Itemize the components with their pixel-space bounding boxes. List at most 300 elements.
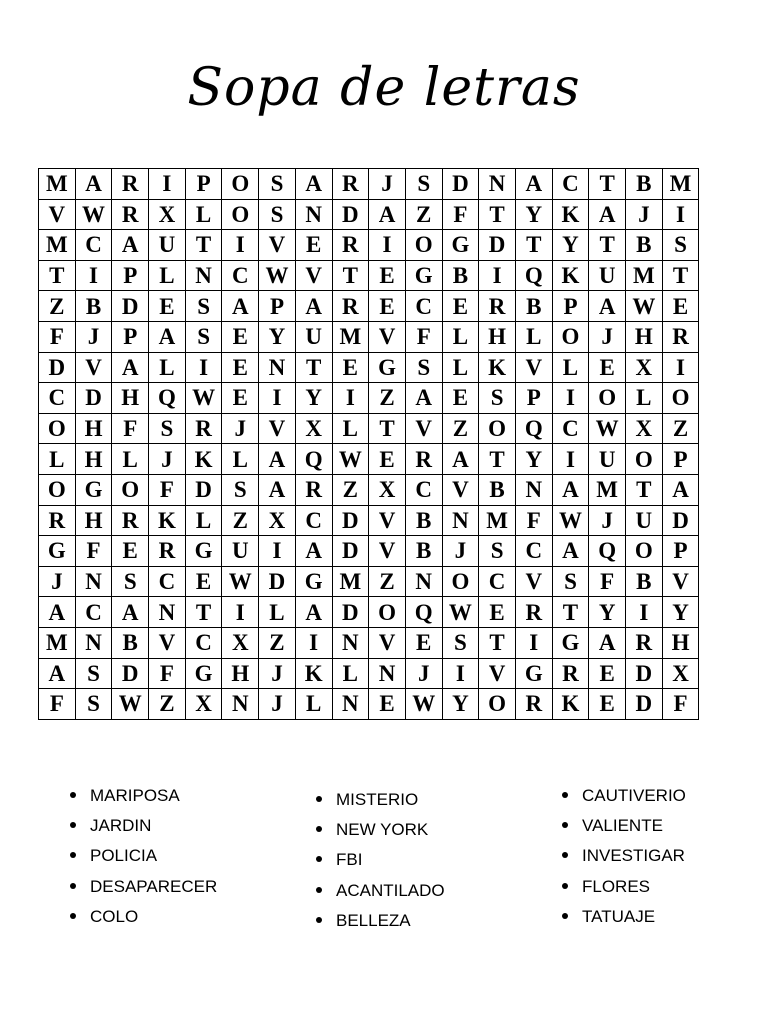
grid-cell[interactable]: D	[479, 230, 516, 261]
grid-cell[interactable]: D	[626, 689, 663, 720]
grid-cell[interactable]: S	[662, 230, 699, 261]
grid-cell[interactable]: I	[259, 536, 296, 567]
grid-cell[interactable]: I	[259, 383, 296, 414]
grid-cell[interactable]: D	[332, 199, 369, 230]
grid-cell[interactable]: W	[626, 291, 663, 322]
grid-cell[interactable]: F	[515, 505, 552, 536]
grid-cell[interactable]: S	[405, 169, 442, 200]
grid-cell[interactable]: D	[185, 474, 222, 505]
grid-cell[interactable]: W	[222, 566, 259, 597]
grid-cell[interactable]: A	[442, 444, 479, 475]
grid-cell[interactable]: N	[222, 689, 259, 720]
grid-cell[interactable]: F	[39, 321, 76, 352]
grid-cell[interactable]: Z	[39, 291, 76, 322]
grid-cell[interactable]: S	[405, 352, 442, 383]
grid-cell[interactable]: T	[589, 230, 626, 261]
grid-cell[interactable]: S	[442, 627, 479, 658]
grid-cell[interactable]: C	[552, 169, 589, 200]
grid-cell[interactable]: T	[479, 627, 516, 658]
grid-cell[interactable]: M	[662, 169, 699, 200]
grid-cell[interactable]: X	[295, 413, 332, 444]
grid-cell[interactable]: L	[149, 352, 186, 383]
grid-cell[interactable]: D	[75, 383, 112, 414]
grid-cell[interactable]: R	[405, 444, 442, 475]
grid-cell[interactable]: I	[295, 627, 332, 658]
grid-cell[interactable]: J	[259, 658, 296, 689]
grid-cell[interactable]: T	[295, 352, 332, 383]
grid-cell[interactable]: A	[515, 169, 552, 200]
grid-cell[interactable]: M	[626, 260, 663, 291]
grid-cell[interactable]: V	[259, 230, 296, 261]
grid-cell[interactable]: R	[332, 169, 369, 200]
grid-cell[interactable]: N	[442, 505, 479, 536]
grid-cell[interactable]: I	[515, 627, 552, 658]
grid-cell[interactable]: O	[626, 536, 663, 567]
grid-cell[interactable]: J	[589, 505, 626, 536]
grid-cell[interactable]: L	[442, 321, 479, 352]
grid-cell[interactable]: S	[259, 169, 296, 200]
grid-cell[interactable]: H	[479, 321, 516, 352]
grid-cell[interactable]: A	[39, 597, 76, 628]
grid-cell[interactable]: Z	[259, 627, 296, 658]
grid-cell[interactable]: O	[479, 413, 516, 444]
grid-cell[interactable]: A	[112, 352, 149, 383]
grid-cell[interactable]: A	[222, 291, 259, 322]
grid-cell[interactable]: Q	[589, 536, 626, 567]
grid-cell[interactable]: V	[369, 321, 406, 352]
grid-cell[interactable]: R	[515, 597, 552, 628]
grid-cell[interactable]: A	[75, 169, 112, 200]
grid-cell[interactable]: P	[662, 536, 699, 567]
grid-cell[interactable]: Q	[149, 383, 186, 414]
grid-cell[interactable]: J	[39, 566, 76, 597]
grid-cell[interactable]: X	[626, 352, 663, 383]
grid-cell[interactable]: C	[295, 505, 332, 536]
grid-cell[interactable]: P	[662, 444, 699, 475]
grid-cell[interactable]: J	[589, 321, 626, 352]
grid-cell[interactable]: L	[185, 505, 222, 536]
grid-cell[interactable]: F	[405, 321, 442, 352]
grid-cell[interactable]: P	[552, 291, 589, 322]
grid-cell[interactable]: A	[552, 536, 589, 567]
grid-cell[interactable]: X	[369, 474, 406, 505]
grid-cell[interactable]: E	[295, 230, 332, 261]
grid-cell[interactable]: L	[552, 352, 589, 383]
grid-cell[interactable]: Y	[515, 199, 552, 230]
grid-cell[interactable]: K	[479, 352, 516, 383]
grid-cell[interactable]: Z	[369, 383, 406, 414]
grid-cell[interactable]: K	[295, 658, 332, 689]
grid-cell[interactable]: A	[552, 474, 589, 505]
grid-cell[interactable]: W	[75, 199, 112, 230]
grid-cell[interactable]: H	[662, 627, 699, 658]
grid-cell[interactable]: O	[39, 413, 76, 444]
grid-cell[interactable]: E	[149, 291, 186, 322]
grid-cell[interactable]: E	[369, 260, 406, 291]
grid-cell[interactable]: K	[552, 689, 589, 720]
grid-cell[interactable]: R	[332, 291, 369, 322]
grid-cell[interactable]: U	[626, 505, 663, 536]
grid-cell[interactable]: M	[589, 474, 626, 505]
grid-cell[interactable]: L	[626, 383, 663, 414]
grid-cell[interactable]: O	[405, 230, 442, 261]
grid-cell[interactable]: G	[295, 566, 332, 597]
grid-cell[interactable]: I	[222, 230, 259, 261]
grid-cell[interactable]: G	[369, 352, 406, 383]
grid-cell[interactable]: L	[259, 597, 296, 628]
grid-cell[interactable]: S	[112, 566, 149, 597]
grid-cell[interactable]: E	[222, 352, 259, 383]
grid-cell[interactable]: N	[295, 199, 332, 230]
grid-cell[interactable]: S	[479, 383, 516, 414]
grid-cell[interactable]: F	[112, 413, 149, 444]
grid-cell[interactable]: L	[185, 199, 222, 230]
grid-cell[interactable]: K	[149, 505, 186, 536]
grid-cell[interactable]: F	[442, 199, 479, 230]
grid-cell[interactable]: C	[405, 291, 442, 322]
grid-cell[interactable]: Q	[295, 444, 332, 475]
grid-cell[interactable]: O	[552, 321, 589, 352]
grid-cell[interactable]: R	[479, 291, 516, 322]
grid-cell[interactable]: E	[369, 291, 406, 322]
grid-cell[interactable]: V	[259, 413, 296, 444]
grid-cell[interactable]: P	[259, 291, 296, 322]
grid-cell[interactable]: J	[369, 169, 406, 200]
grid-cell[interactable]: C	[515, 536, 552, 567]
grid-cell[interactable]: J	[222, 413, 259, 444]
grid-cell[interactable]: E	[369, 689, 406, 720]
grid-cell[interactable]: I	[149, 169, 186, 200]
grid-cell[interactable]: U	[589, 260, 626, 291]
grid-cell[interactable]: R	[39, 505, 76, 536]
grid-cell[interactable]: T	[626, 474, 663, 505]
grid-cell[interactable]: G	[515, 658, 552, 689]
grid-cell[interactable]: A	[405, 383, 442, 414]
grid-cell[interactable]: I	[552, 444, 589, 475]
grid-cell[interactable]: S	[222, 474, 259, 505]
grid-cell[interactable]: Z	[442, 413, 479, 444]
grid-cell[interactable]: I	[185, 352, 222, 383]
grid-cell[interactable]: G	[185, 536, 222, 567]
grid-cell[interactable]: N	[185, 260, 222, 291]
grid-cell[interactable]: S	[185, 291, 222, 322]
grid-cell[interactable]: P	[112, 260, 149, 291]
grid-cell[interactable]: C	[552, 413, 589, 444]
grid-cell[interactable]: H	[222, 658, 259, 689]
grid-cell[interactable]: D	[112, 291, 149, 322]
grid-cell[interactable]: E	[332, 352, 369, 383]
grid-cell[interactable]: A	[589, 291, 626, 322]
grid-cell[interactable]: O	[442, 566, 479, 597]
grid-cell[interactable]: M	[39, 627, 76, 658]
grid-cell[interactable]: I	[662, 199, 699, 230]
grid-cell[interactable]: Y	[662, 597, 699, 628]
grid-cell[interactable]: Z	[149, 689, 186, 720]
grid-cell[interactable]: X	[259, 505, 296, 536]
grid-cell[interactable]: B	[515, 291, 552, 322]
grid-cell[interactable]: B	[442, 260, 479, 291]
grid-cell[interactable]: W	[442, 597, 479, 628]
grid-cell[interactable]: T	[369, 413, 406, 444]
grid-cell[interactable]: E	[112, 536, 149, 567]
grid-cell[interactable]: E	[662, 291, 699, 322]
grid-cell[interactable]: A	[295, 597, 332, 628]
grid-cell[interactable]: J	[405, 658, 442, 689]
grid-cell[interactable]: C	[405, 474, 442, 505]
grid-cell[interactable]: X	[222, 627, 259, 658]
grid-cell[interactable]: D	[332, 597, 369, 628]
grid-cell[interactable]: G	[75, 474, 112, 505]
grid-cell[interactable]: C	[149, 566, 186, 597]
grid-cell[interactable]: C	[75, 230, 112, 261]
grid-cell[interactable]: T	[332, 260, 369, 291]
grid-cell[interactable]: Q	[405, 597, 442, 628]
grid-cell[interactable]: S	[149, 413, 186, 444]
grid-cell[interactable]: W	[185, 383, 222, 414]
grid-cell[interactable]: L	[295, 689, 332, 720]
grid-cell[interactable]: V	[369, 536, 406, 567]
grid-cell[interactable]: R	[112, 505, 149, 536]
grid-cell[interactable]: V	[662, 566, 699, 597]
grid-cell[interactable]: O	[112, 474, 149, 505]
grid-cell[interactable]: Z	[369, 566, 406, 597]
grid-cell[interactable]: U	[295, 321, 332, 352]
grid-cell[interactable]: A	[259, 474, 296, 505]
grid-cell[interactable]: N	[75, 566, 112, 597]
grid-cell[interactable]: B	[75, 291, 112, 322]
grid-cell[interactable]: N	[149, 597, 186, 628]
grid-cell[interactable]: L	[112, 444, 149, 475]
grid-cell[interactable]: Z	[662, 413, 699, 444]
grid-cell[interactable]: G	[39, 536, 76, 567]
grid-cell[interactable]: I	[479, 260, 516, 291]
grid-cell[interactable]: R	[332, 230, 369, 261]
grid-cell[interactable]: R	[626, 627, 663, 658]
grid-cell[interactable]: O	[479, 689, 516, 720]
grid-cell[interactable]: S	[259, 199, 296, 230]
grid-cell[interactable]: A	[112, 597, 149, 628]
grid-cell[interactable]: Y	[442, 689, 479, 720]
grid-cell[interactable]: T	[479, 444, 516, 475]
grid-cell[interactable]: R	[515, 689, 552, 720]
grid-cell[interactable]: A	[295, 169, 332, 200]
grid-cell[interactable]: W	[332, 444, 369, 475]
grid-cell[interactable]: L	[332, 658, 369, 689]
grid-cell[interactable]: X	[149, 199, 186, 230]
grid-cell[interactable]: P	[185, 169, 222, 200]
grid-cell[interactable]: M	[39, 169, 76, 200]
grid-cell[interactable]: S	[75, 689, 112, 720]
grid-cell[interactable]: R	[112, 199, 149, 230]
grid-cell[interactable]: Z	[222, 505, 259, 536]
grid-cell[interactable]: E	[442, 291, 479, 322]
grid-cell[interactable]: N	[75, 627, 112, 658]
grid-cell[interactable]: N	[332, 627, 369, 658]
grid-cell[interactable]: A	[112, 230, 149, 261]
grid-cell[interactable]: I	[442, 658, 479, 689]
grid-cell[interactable]: V	[405, 413, 442, 444]
grid-cell[interactable]: Z	[332, 474, 369, 505]
grid-cell[interactable]: T	[515, 230, 552, 261]
grid-cell[interactable]: V	[295, 260, 332, 291]
grid-cell[interactable]: B	[626, 230, 663, 261]
grid-cell[interactable]: B	[479, 474, 516, 505]
grid-cell[interactable]: N	[369, 658, 406, 689]
grid-cell[interactable]: F	[662, 689, 699, 720]
grid-cell[interactable]: P	[515, 383, 552, 414]
grid-cell[interactable]: H	[112, 383, 149, 414]
grid-cell[interactable]: C	[185, 627, 222, 658]
grid-cell[interactable]: Y	[259, 321, 296, 352]
grid-cell[interactable]: R	[185, 413, 222, 444]
grid-cell[interactable]: T	[479, 199, 516, 230]
grid-cell[interactable]: T	[589, 169, 626, 200]
grid-cell[interactable]: L	[442, 352, 479, 383]
grid-cell[interactable]: D	[332, 505, 369, 536]
grid-cell[interactable]: L	[332, 413, 369, 444]
grid-cell[interactable]: Y	[589, 597, 626, 628]
grid-cell[interactable]: V	[369, 627, 406, 658]
grid-cell[interactable]: I	[662, 352, 699, 383]
grid-cell[interactable]: O	[626, 444, 663, 475]
grid-cell[interactable]: H	[75, 413, 112, 444]
grid-cell[interactable]: E	[185, 566, 222, 597]
grid-cell[interactable]: J	[259, 689, 296, 720]
grid-cell[interactable]: B	[112, 627, 149, 658]
grid-cell[interactable]: E	[442, 383, 479, 414]
grid-cell[interactable]: O	[222, 169, 259, 200]
grid-cell[interactable]: K	[552, 260, 589, 291]
grid-cell[interactable]: B	[405, 536, 442, 567]
grid-cell[interactable]: J	[442, 536, 479, 567]
grid-cell[interactable]: L	[39, 444, 76, 475]
grid-cell[interactable]: Q	[515, 260, 552, 291]
grid-cell[interactable]: L	[515, 321, 552, 352]
grid-cell[interactable]: Y	[295, 383, 332, 414]
grid-cell[interactable]: F	[39, 689, 76, 720]
grid-cell[interactable]: E	[369, 444, 406, 475]
grid-cell[interactable]: D	[442, 169, 479, 200]
grid-cell[interactable]: S	[479, 536, 516, 567]
grid-cell[interactable]: T	[552, 597, 589, 628]
grid-cell[interactable]: B	[626, 169, 663, 200]
grid-cell[interactable]: T	[185, 230, 222, 261]
grid-cell[interactable]: G	[185, 658, 222, 689]
grid-cell[interactable]: D	[259, 566, 296, 597]
grid-cell[interactable]: M	[39, 230, 76, 261]
grid-cell[interactable]: T	[662, 260, 699, 291]
grid-cell[interactable]: A	[589, 199, 626, 230]
grid-cell[interactable]: R	[552, 658, 589, 689]
grid-cell[interactable]: C	[39, 383, 76, 414]
grid-cell[interactable]: W	[112, 689, 149, 720]
grid-cell[interactable]: G	[405, 260, 442, 291]
grid-cell[interactable]: W	[589, 413, 626, 444]
grid-cell[interactable]: R	[295, 474, 332, 505]
grid-cell[interactable]: Q	[515, 413, 552, 444]
grid-cell[interactable]: V	[39, 199, 76, 230]
grid-cell[interactable]: J	[149, 444, 186, 475]
grid-cell[interactable]: A	[662, 474, 699, 505]
grid-cell[interactable]: X	[662, 658, 699, 689]
grid-cell[interactable]: J	[626, 199, 663, 230]
grid-cell[interactable]: C	[479, 566, 516, 597]
grid-cell[interactable]: A	[295, 536, 332, 567]
grid-cell[interactable]: F	[149, 474, 186, 505]
grid-cell[interactable]: O	[369, 597, 406, 628]
grid-cell[interactable]: I	[369, 230, 406, 261]
grid-cell[interactable]: H	[626, 321, 663, 352]
grid-cell[interactable]: S	[185, 321, 222, 352]
grid-cell[interactable]: T	[39, 260, 76, 291]
grid-cell[interactable]: W	[552, 505, 589, 536]
grid-cell[interactable]: E	[222, 383, 259, 414]
grid-cell[interactable]: A	[259, 444, 296, 475]
grid-cell[interactable]: H	[75, 444, 112, 475]
grid-cell[interactable]: D	[39, 352, 76, 383]
grid-cell[interactable]: I	[75, 260, 112, 291]
grid-cell[interactable]: V	[515, 566, 552, 597]
grid-cell[interactable]: N	[259, 352, 296, 383]
grid-cell[interactable]: X	[185, 689, 222, 720]
grid-cell[interactable]: J	[75, 321, 112, 352]
grid-cell[interactable]: D	[626, 658, 663, 689]
grid-cell[interactable]: E	[405, 627, 442, 658]
grid-cell[interactable]: Y	[515, 444, 552, 475]
grid-cell[interactable]: O	[222, 199, 259, 230]
grid-cell[interactable]: N	[405, 566, 442, 597]
grid-cell[interactable]: I	[552, 383, 589, 414]
grid-cell[interactable]: E	[479, 597, 516, 628]
grid-cell[interactable]: N	[332, 689, 369, 720]
grid-cell[interactable]: W	[405, 689, 442, 720]
grid-cell[interactable]: B	[626, 566, 663, 597]
grid-cell[interactable]: S	[75, 658, 112, 689]
grid-cell[interactable]: V	[149, 627, 186, 658]
grid-cell[interactable]: I	[332, 383, 369, 414]
grid-cell[interactable]: T	[185, 597, 222, 628]
grid-cell[interactable]: A	[369, 199, 406, 230]
grid-cell[interactable]: F	[75, 536, 112, 567]
grid-cell[interactable]: E	[589, 689, 626, 720]
grid-cell[interactable]: C	[222, 260, 259, 291]
grid-cell[interactable]: F	[589, 566, 626, 597]
grid-cell[interactable]: G	[552, 627, 589, 658]
grid-cell[interactable]: R	[662, 321, 699, 352]
grid-cell[interactable]: V	[515, 352, 552, 383]
grid-cell[interactable]: M	[479, 505, 516, 536]
grid-cell[interactable]: N	[515, 474, 552, 505]
grid-cell[interactable]: M	[332, 321, 369, 352]
grid-cell[interactable]: W	[259, 260, 296, 291]
grid-cell[interactable]: P	[112, 321, 149, 352]
grid-cell[interactable]: R	[112, 169, 149, 200]
grid-cell[interactable]: X	[626, 413, 663, 444]
grid-cell[interactable]: U	[589, 444, 626, 475]
grid-cell[interactable]: U	[222, 536, 259, 567]
grid-cell[interactable]: O	[39, 474, 76, 505]
grid-cell[interactable]: A	[295, 291, 332, 322]
grid-cell[interactable]: A	[39, 658, 76, 689]
grid-cell[interactable]: O	[662, 383, 699, 414]
grid-cell[interactable]: V	[75, 352, 112, 383]
grid-cell[interactable]: Z	[405, 199, 442, 230]
grid-cell[interactable]: L	[149, 260, 186, 291]
grid-cell[interactable]: N	[479, 169, 516, 200]
grid-cell[interactable]: A	[149, 321, 186, 352]
grid-cell[interactable]: E	[589, 352, 626, 383]
grid-cell[interactable]: I	[626, 597, 663, 628]
